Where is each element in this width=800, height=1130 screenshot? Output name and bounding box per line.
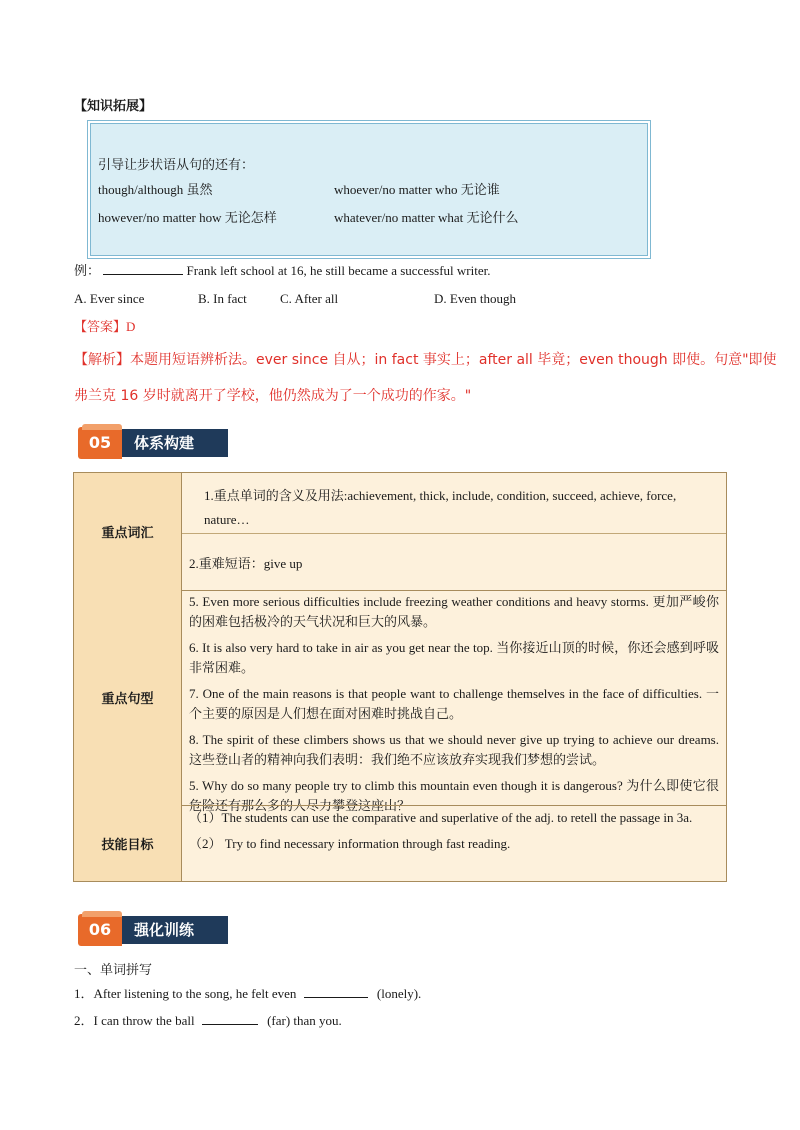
exercise-heading: 一、单词拼写 xyxy=(74,962,153,977)
skill-item-1: （1）The students can use the comparative and superlative of the adj. to retell the passage in 3a. xyxy=(189,810,693,825)
q2-hint: (far) than you. xyxy=(267,1013,342,1028)
q2-blank[interactable] xyxy=(202,1012,258,1025)
sentence-item: 5. Why do so many people try to climb this mountain even though it is dangerous? 为什么即使它很危险还有那么多的人尽力攀登这座山？ xyxy=(189,778,719,813)
sentence-cell xyxy=(182,590,726,813)
example-prefix: 例： xyxy=(74,263,101,278)
sentence-header: 重点句型 xyxy=(74,590,182,805)
section-06-number: 06 xyxy=(78,914,122,946)
vocab-header: 重点词汇 xyxy=(74,473,182,590)
q1-text: 1．After listening to the song, he felt even xyxy=(74,986,297,1001)
skill-cell xyxy=(182,805,726,881)
answer-label: 【答案】D xyxy=(74,319,136,334)
sentence-item: 5. Even more serious difficulties include freezing weather conditions and heavy storms. 更加严峻你的困难包括极冷的天气状况和巨大的风暴。 xyxy=(189,594,719,629)
knowledge-row1-right: whoever/no matter who 无论谁 xyxy=(334,182,500,197)
option-c: C. After all xyxy=(280,291,339,306)
exercise-q1 xyxy=(74,985,421,1003)
option-b: B. In fact xyxy=(198,291,247,306)
q1-blank[interactable] xyxy=(304,985,368,998)
skill-header: 技能目标 xyxy=(74,805,182,881)
vocab-cell-2: 2.重难短语：give up xyxy=(189,556,303,571)
section-05-number: 05 xyxy=(78,427,122,459)
skill-item-2: （2） Try to find necessary information through fast reading. xyxy=(189,836,511,851)
option-a: A. Ever since xyxy=(74,291,145,306)
knowledge-row2-right: whatever/no matter what 无论什么 xyxy=(334,210,519,225)
knowledge-box xyxy=(90,123,648,256)
example-blank xyxy=(103,262,183,275)
knowledge-title: 【知识拓展】 xyxy=(74,99,153,114)
q1-hint: (lonely). xyxy=(376,986,422,1001)
sentence-item: 7. One of the main reasons is that people want to challenge themselves in the face of difficulties. 一个主要的原因是人们想在面对困难时挑战自己。 xyxy=(189,686,719,721)
knowledge-row2-left: however/no matter how 无论怎样 xyxy=(98,210,277,225)
example-question xyxy=(74,262,490,280)
section-05-header xyxy=(78,427,228,459)
analysis-line-2: 弗兰克 16 岁时就离开了学校，他仍然成为了一个成功的作家。" xyxy=(74,388,472,404)
knowledge-intro: 引导让步状语从句的还有： xyxy=(98,157,255,172)
exercise-q2 xyxy=(74,1012,342,1030)
analysis-line-1: 【解析】本题用短语辨析法。ever since 自从；in fact 事实上；after all 毕竟；even though 即使。句意"即使 xyxy=(74,352,777,368)
section-06-header xyxy=(78,914,228,946)
section-05-title: 体系构建 xyxy=(122,429,228,457)
example-sentence: Frank left school at 16, he still became a successful writer. xyxy=(186,263,491,278)
system-table xyxy=(73,472,727,882)
section-06-title: 强化训练 xyxy=(122,916,228,944)
option-d: D. Even though xyxy=(434,291,516,306)
sentence-item: 6. It is also very hard to take in air as you get near the top. 当你接近山顶的时候，你还会感到呼吸非常困难。 xyxy=(189,640,719,675)
vocab-cell-1: 1.重点单词的含义及用法:achievement, thick, include, condition, succeed, achieve, force, nature… xyxy=(204,488,677,527)
sentence-item: 8. The spirit of these climbers shows us that we should never give up trying to achieve our dreams. 这些登山者的精神向我们表明：我们绝不应该放弃实现我们梦想的尝试。 xyxy=(189,732,719,767)
q2-text: 2．I can throw the ball xyxy=(74,1013,195,1028)
knowledge-row1-left: though/although 虽然 xyxy=(98,182,213,197)
